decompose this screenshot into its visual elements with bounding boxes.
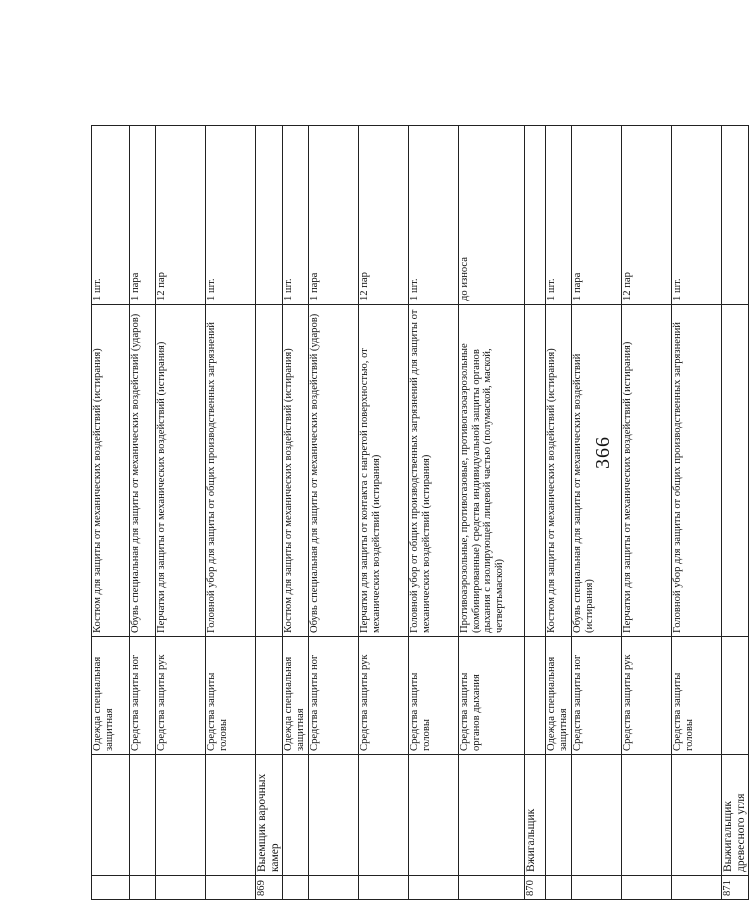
ppe-quantity-cell: 12 пар xyxy=(359,126,409,305)
empty-profession-cell xyxy=(206,755,256,876)
ppe-type-cell: Средства защиты ног xyxy=(572,637,622,755)
empty-type-cell xyxy=(525,637,546,755)
table-row xyxy=(130,126,156,900)
table-row xyxy=(672,126,722,900)
empty-profession-cell xyxy=(672,755,722,876)
empty-qty-cell xyxy=(722,126,749,305)
empty-name-cell xyxy=(525,305,546,637)
ppe-name-cell: Противоаэрозольные, противогазовые, противогазоаэрозольные (комбинированные) средства индивидуальной защиты органов дыхания с изолирующей лицевой частью (полумаской, маской, четвертьмаской) xyxy=(459,305,525,637)
ppe-name-cell: Перчатки для защиты от контакта с нагретой поверхностью, от механических воздействий (истирания) xyxy=(359,305,409,637)
ppe-type-cell: Средства защиты рук xyxy=(156,637,206,755)
ppe-name-cell: Перчатки для защиты от механических воздействий (истирания) xyxy=(622,305,672,637)
profession-name: Выжигальщик древесного угля xyxy=(722,755,749,876)
ppe-quantity-cell: 12 пар xyxy=(622,126,672,305)
empty-profession-cell xyxy=(459,755,525,876)
empty-num-cell xyxy=(409,876,459,900)
ppe-name-cell: Обувь специальная для защиты от механических воздействий (ударов) xyxy=(130,305,156,637)
item-number: 869 xyxy=(256,876,283,900)
empty-qty-cell xyxy=(525,126,546,305)
item-number: 870 xyxy=(525,876,546,900)
ppe-type-cell: Средства защиты головы xyxy=(409,637,459,755)
ppe-name-cell: Головной убор от общих производственных загрязнений для защиты от механических воздействий (истирания) xyxy=(409,305,459,637)
empty-profession-cell xyxy=(130,755,156,876)
ppe-type-cell: Одежда специальная защитная xyxy=(92,637,130,755)
table-row xyxy=(206,126,256,900)
ppe-quantity-cell: до износа xyxy=(459,126,525,305)
ppe-quantity-cell: 1 пара xyxy=(572,126,622,305)
profession-name: Выемщик варочных камер xyxy=(256,755,283,876)
item-number: 871 xyxy=(722,876,749,900)
profession-name: Вжигальщик xyxy=(525,755,546,876)
ppe-type-cell: Средства защиты органов дыхания xyxy=(459,637,525,755)
profession-row xyxy=(256,126,283,900)
empty-num-cell xyxy=(283,876,309,900)
empty-num-cell xyxy=(309,876,359,900)
empty-profession-cell xyxy=(546,755,572,876)
ppe-quantity-cell: 1 шт. xyxy=(409,126,459,305)
table-row xyxy=(409,126,459,900)
ppe-type-cell: Средства защиты головы xyxy=(672,637,722,755)
table-row xyxy=(156,126,206,900)
ppe-name-cell: Головной убор для защиты от общих производственных загрязнений xyxy=(206,305,256,637)
ppe-name-cell: Костюм для защиты от механических воздействий (истирания) xyxy=(92,305,130,637)
empty-type-cell xyxy=(256,637,283,755)
ppe-name-cell: Костюм для защиты от механических воздействий (истирания) xyxy=(546,305,572,637)
page-number: 366 xyxy=(592,436,614,469)
empty-num-cell xyxy=(206,876,256,900)
empty-profession-cell xyxy=(409,755,459,876)
table-row xyxy=(459,126,525,900)
empty-qty-cell xyxy=(256,126,283,305)
table-row xyxy=(572,126,622,900)
ppe-type-cell: Средства защиты ног xyxy=(130,637,156,755)
ppe-quantity-cell: 1 шт. xyxy=(672,126,722,305)
ppe-norms-table-body xyxy=(92,126,749,900)
ppe-type-cell: Одежда специальная защитная xyxy=(283,637,309,755)
empty-num-cell xyxy=(622,876,672,900)
empty-num-cell xyxy=(572,876,622,900)
empty-num-cell xyxy=(459,876,525,900)
ppe-name-cell: Обувь специальная для защиты от механических воздействий (истирания) xyxy=(572,305,622,637)
empty-num-cell xyxy=(92,876,130,900)
ppe-name-cell: Обувь специальная для защиты от механических воздействий (ударов) xyxy=(309,305,359,637)
ppe-norms-table xyxy=(91,125,749,900)
table-row xyxy=(92,126,130,900)
empty-name-cell xyxy=(722,305,749,637)
empty-num-cell xyxy=(672,876,722,900)
table-row xyxy=(622,126,672,900)
ppe-quantity-cell: 1 пара xyxy=(309,126,359,305)
table-row xyxy=(309,126,359,900)
empty-num-cell xyxy=(359,876,409,900)
ppe-type-cell: Средства защиты рук xyxy=(622,637,672,755)
empty-num-cell xyxy=(546,876,572,900)
table-row xyxy=(546,126,572,900)
ppe-name-cell: Перчатки для защиты от механических воздействий (истирания) xyxy=(156,305,206,637)
ppe-type-cell: Одежда специальная защитная xyxy=(546,637,572,755)
empty-type-cell xyxy=(722,637,749,755)
ppe-quantity-cell: 1 шт. xyxy=(206,126,256,305)
ppe-name-cell: Головной убор для защиты от общих производственных загрязнений xyxy=(672,305,722,637)
ppe-name-cell: Костюм для защиты от механических воздействий (истирания) xyxy=(283,305,309,637)
empty-num-cell xyxy=(130,876,156,900)
empty-profession-cell xyxy=(283,755,309,876)
ppe-type-cell: Средства защиты ног xyxy=(309,637,359,755)
table-row xyxy=(283,126,309,900)
empty-num-cell xyxy=(156,876,206,900)
table-row xyxy=(359,126,409,900)
ppe-quantity-cell: 1 шт. xyxy=(546,126,572,305)
empty-profession-cell xyxy=(92,755,130,876)
profession-row xyxy=(722,126,749,900)
empty-profession-cell xyxy=(572,755,622,876)
empty-profession-cell xyxy=(359,755,409,876)
ppe-quantity-cell: 1 шт. xyxy=(92,126,130,305)
empty-profession-cell xyxy=(309,755,359,876)
ppe-quantity-cell: 1 пара xyxy=(130,126,156,305)
ppe-quantity-cell: 1 шт. xyxy=(283,126,309,305)
ppe-quantity-cell: 12 пар xyxy=(156,126,206,305)
ppe-type-cell: Средства защиты головы xyxy=(206,637,256,755)
profession-row xyxy=(525,126,546,900)
ppe-type-cell: Средства защиты рук xyxy=(359,637,409,755)
empty-profession-cell xyxy=(622,755,672,876)
empty-profession-cell xyxy=(156,755,206,876)
empty-name-cell xyxy=(256,305,283,637)
